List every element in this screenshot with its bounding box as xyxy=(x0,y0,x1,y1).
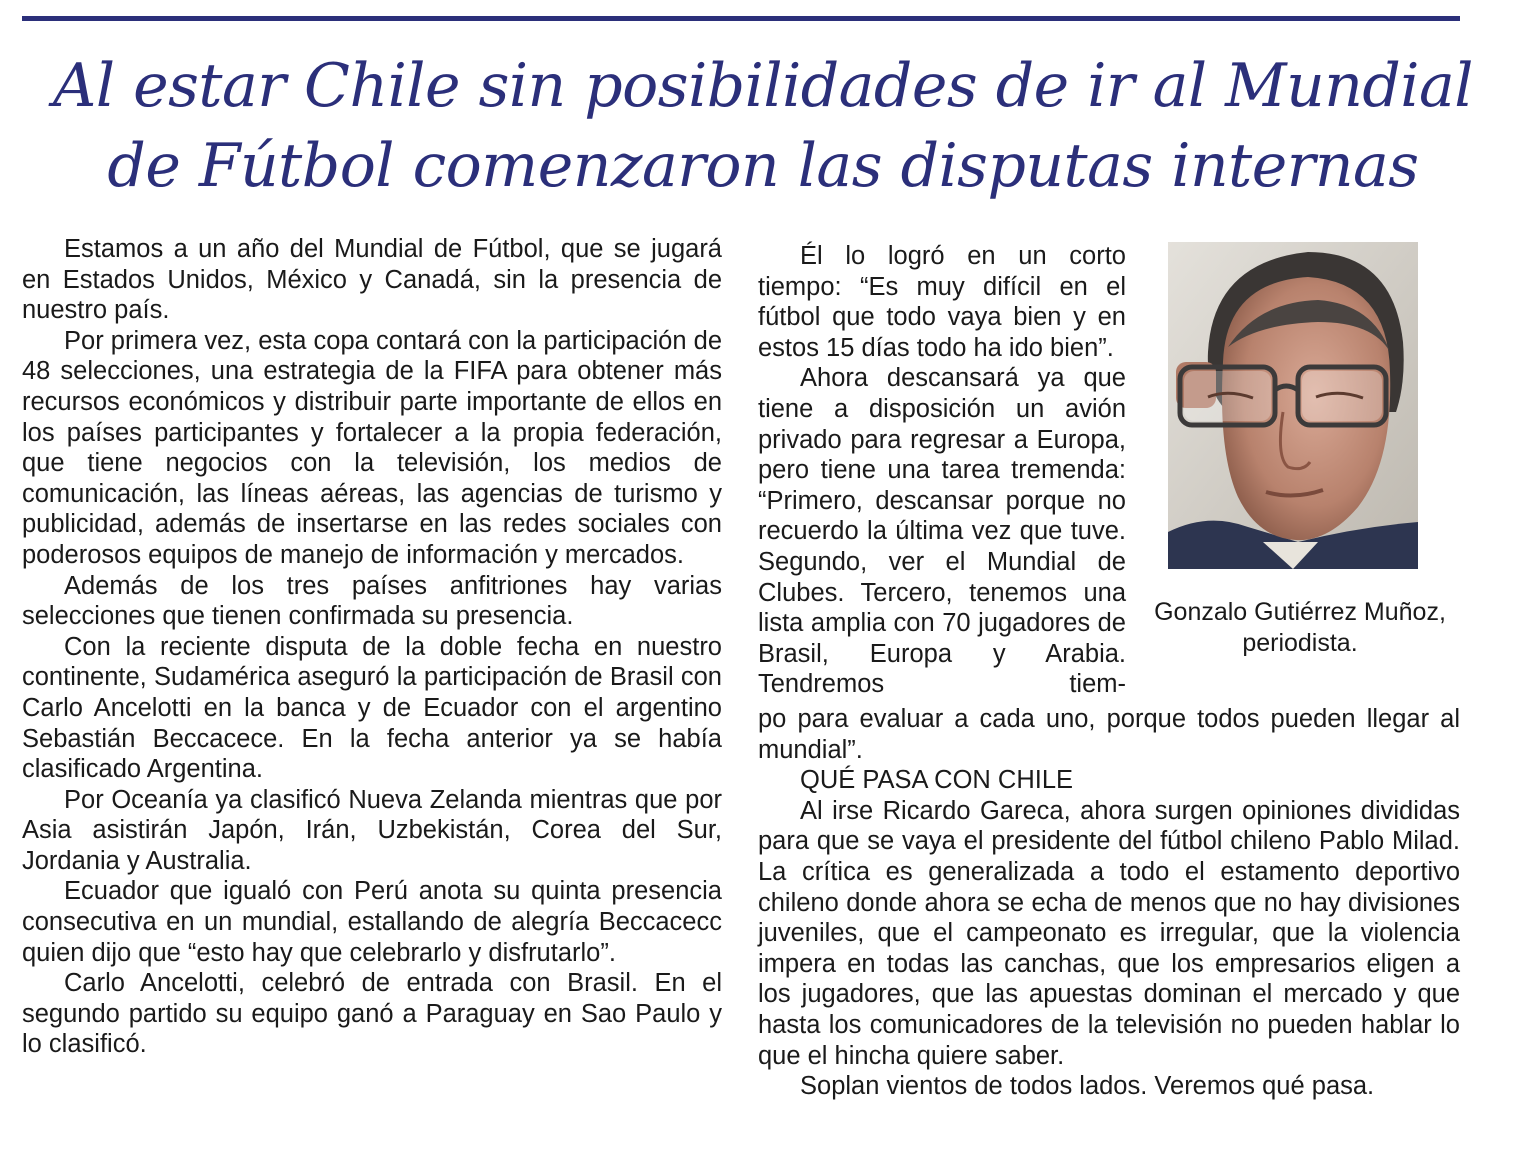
paragraph: Por primera vez, esta copa contará con la participación de 48 selecciones, una estrategia de la FIFA para obtener más recursos económicos y distribuir parte importante de ellos en los países participantes y fortalecer a la propia federación, que tiene negocios con la televisión, los medios de comunicación, las líneas aéreas, las agencias de turismo y publicidad, además de insertarse en las redes sociales con poderosos equipos de manejo de información y mercados. xyxy=(22,326,722,569)
left-column xyxy=(22,234,722,1060)
paragraph: Además de los tres países anfitriones hay varias selecciones que tienen confirmada su presencia. xyxy=(22,571,722,631)
paragraph-continuation: po para evaluar a cada uno, porque todos pueden llegar al mundial”. xyxy=(758,705,1460,764)
paragraph: Ecuador que igualó con Perú anota su quinta presencia consecutiva en un mundial, estallando de alegría Beccacecc quien dijo que “esto hay que celebrarlo y disfrutarlo”. xyxy=(22,877,722,967)
top-rule xyxy=(22,16,1460,21)
headline xyxy=(0,46,1526,206)
paragraph: Él lo logró en un corto tiempo: “Es muy difícil en el fútbol que todo vaya bien y en estos 15 días todo ha ido bien”. xyxy=(758,242,1126,362)
headline-line-1: Al estar Chile sin posibilidades de ir al Mundial xyxy=(53,51,1473,121)
portrait-illustration xyxy=(1168,242,1418,569)
paragraph: Ahora descansará ya que tiene a disposición un avión privado para regresar a Europa, pero tiene una tarea tremenda: “Primero, descansar porque no recuerdo la última vez que tuve. Segundo, ver el Mundial de Clubes. Tercero, tenemos una lista amplia con 70 jugadores de Brasil, Europa y Arabia. Tendremos tiem- xyxy=(758,364,1126,699)
portrait-photo xyxy=(1168,242,1418,569)
paragraph: Carlo Ancelotti, celebró de entrada con Brasil. En el segundo partido su equipo ganó a Paraguay en Sao Paulo y lo clasificó. xyxy=(22,969,722,1059)
section-subhead: QUÉ PASA CON CHILE xyxy=(800,766,1074,795)
paragraph: Con la reciente disputa de la doble fecha en nuestro continente, Sudamérica aseguró la participación de Brasil con Carlo Ancelotti en la banca y de Ecuador con el argentino Sebastián Beccacece. En la fecha anterior ya se había clasificado Argentina. xyxy=(22,632,722,784)
paragraph: Soplan vientos de todos lados. Veremos qué pasa. xyxy=(800,1072,1375,1101)
paragraph: Al irse Ricardo Gareca, ahora surgen opiniones divididas para que se vaya el presidente del fútbol chileno Pablo Milad. La crítica es generalizada a todo el estamento deportivo chileno donde ahora se echa de menos que no hay divisiones juveniles, que el campeonato es irregular, que la violencia impera en todas las canchas, que los empresarios eligen a los jugadores, que las apuestas dominan el mercado y que hasta los comunicadores de la televisión no pueden hablar lo que el hincha quiere saber. xyxy=(758,796,1460,1070)
photo-caption xyxy=(1136,597,1464,659)
caption-role: periodista. xyxy=(1242,629,1358,657)
paragraph: Por Oceanía ya clasificó Nueva Zelanda mientras que por Asia asistirán Japón, Irán, Uzbekistán, Corea del Sur, Jordania y Australia. xyxy=(22,785,722,875)
headline-line-2: de Fútbol comenzaron las disputas internas xyxy=(107,131,1419,201)
right-column-bottom xyxy=(758,704,1460,1102)
paragraph: Estamos a un año del Mundial de Fútbol, que se jugará en Estados Unidos, México y Canadá, sin la presencia de nuestro país. xyxy=(22,235,722,325)
right-column-top xyxy=(758,241,1126,700)
caption-name: Gonzalo Gutiérrez Muñoz, xyxy=(1154,598,1446,626)
